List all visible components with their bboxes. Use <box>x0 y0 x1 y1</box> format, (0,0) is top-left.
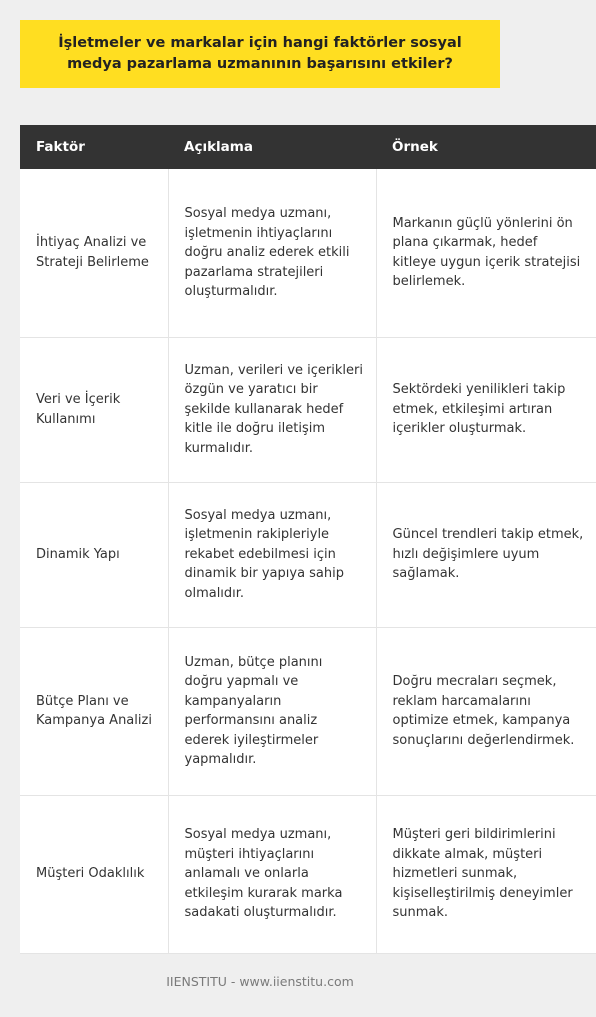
cell-factor: İhtiyaç Analizi ve Strateji Belirleme <box>20 169 168 337</box>
factors-table <box>20 125 596 954</box>
cell-factor: Veri ve İçerik Kullanımı <box>20 337 168 482</box>
cell-factor: Bütçe Planı ve Kampanya Analizi <box>20 627 168 795</box>
cell-example: Güncel trendleri takip etmek, hızlı değişimlere uyum sağlamak. <box>376 482 596 627</box>
cell-example: Müşteri geri bildirimlerini dikkate almak, müşteri hizmetleri sunmak, kişiselleştirilmiş deneyimler sunmak. <box>376 795 596 953</box>
cell-description: Sosyal medya uzmanı, müşteri ihtiyaçlarını anlamalı ve onlarla etkileşim kurarak marka sadakati oluşturmalıdır. <box>168 795 376 953</box>
table-row <box>20 169 596 337</box>
table-row <box>20 482 596 627</box>
column-header-factor: Faktör <box>20 125 168 169</box>
cell-example: Doğru mecraları seçmek, reklam harcamalarını optimize etmek, kampanya sonuçlarını değerlendirmek. <box>376 627 596 795</box>
table-row <box>20 795 596 953</box>
cell-description: Sosyal medya uzmanı, işletmenin rakipleriyle rekabet edebilmesi için dinamik bir yapıya sahip olmalıdır. <box>168 482 376 627</box>
cell-example: Markanın güçlü yönlerini ön plana çıkarmak, hedef kitleye uygun içerik stratejisi belirlemek. <box>376 169 596 337</box>
cell-description: Sosyal medya uzmanı, işletmenin ihtiyaçlarını doğru analiz ederek etkili pazarlama stratejileri oluşturmalıdır. <box>168 169 376 337</box>
cell-factor: Müşteri Odaklılık <box>20 795 168 953</box>
table-row <box>20 627 596 795</box>
cell-example: Sektördeki yenilikleri takip etmek, etkileşimi artıran içerikler oluşturmak. <box>376 337 596 482</box>
cell-factor: Dinamik Yapı <box>20 482 168 627</box>
table-header-row <box>20 125 596 169</box>
column-header-example: Örnek <box>376 125 596 169</box>
table-row <box>20 337 596 482</box>
column-header-description: Açıklama <box>168 125 376 169</box>
cell-description: Uzman, bütçe planını doğru yapmalı ve kampanyaların performansını analiz ederek iyileştirmeler yapmalıdır. <box>168 627 376 795</box>
cell-description: Uzman, verileri ve içerikleri özgün ve yaratıcı bir şekilde kullanarak hedef kitle ile doğru iletişim kurmalıdır. <box>168 337 376 482</box>
page-title: İşletmeler ve markalar için hangi faktörler sosyal medya pazarlama uzmanının başarısını etkiler? <box>58 35 462 72</box>
footer-credit: IIENSTITU - www.iienstitu.com <box>166 974 354 989</box>
title-banner <box>20 20 500 88</box>
